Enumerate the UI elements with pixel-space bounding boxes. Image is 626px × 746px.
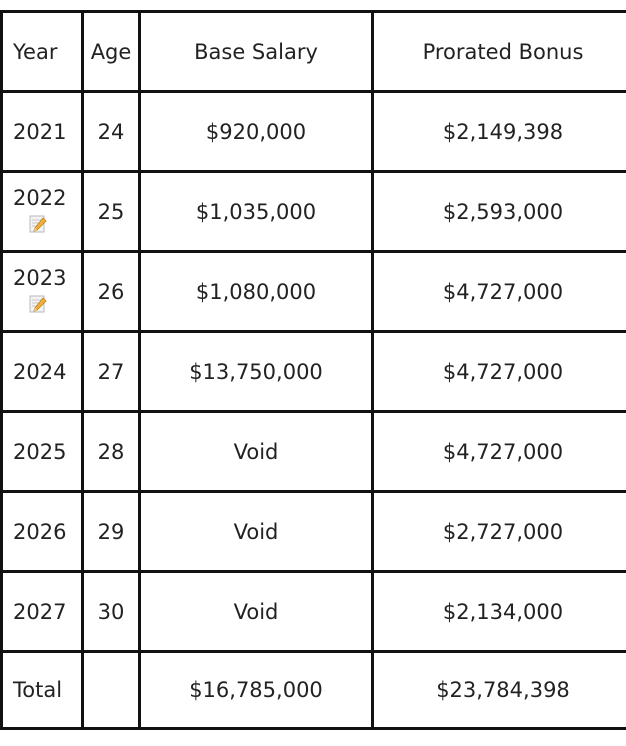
year-cell	[2, 332, 83, 412]
year-cell	[2, 572, 83, 652]
age-cell: 28	[83, 412, 140, 492]
age-cell: 26	[83, 252, 140, 332]
table-row	[2, 332, 626, 412]
table-row	[2, 92, 626, 172]
table-row	[2, 252, 626, 332]
prorated-bonus-cell: $2,727,000	[373, 492, 626, 572]
header-year: Year	[2, 12, 83, 92]
header-prorated-bonus: Prorated Bonus	[373, 12, 626, 92]
year-text: 2022	[13, 186, 67, 210]
year-text: 2027	[13, 599, 67, 624]
pencil-note-icon[interactable]	[29, 215, 47, 233]
year-cell	[2, 252, 83, 332]
total-row	[2, 652, 626, 729]
year-text: 2026	[13, 519, 67, 544]
year-cell	[2, 172, 83, 252]
table-row	[2, 492, 626, 572]
prorated-bonus-cell: $2,149,398	[373, 92, 626, 172]
total-prorated-bonus-cell: $23,784,398	[373, 652, 626, 729]
prorated-bonus-cell: $2,593,000	[373, 172, 626, 252]
table-row	[2, 172, 626, 252]
year-text: 2024	[13, 359, 67, 384]
table-row	[2, 412, 626, 492]
prorated-bonus-cell: $2,134,000	[373, 572, 626, 652]
year-text: 2025	[13, 439, 67, 464]
header-base-salary: Base Salary	[140, 12, 373, 92]
header-row	[2, 12, 626, 92]
year-cell	[2, 92, 83, 172]
year-cell	[2, 492, 83, 572]
year-cell	[2, 412, 83, 492]
base-salary-cell: Void	[140, 492, 373, 572]
prorated-bonus-cell: $4,727,000	[373, 332, 626, 412]
base-salary-cell: $920,000	[140, 92, 373, 172]
contract-table	[0, 10, 626, 730]
base-salary-cell: Void	[140, 412, 373, 492]
year-text: 2021	[13, 119, 67, 144]
age-cell: 24	[83, 92, 140, 172]
total-age-cell	[83, 652, 140, 729]
base-salary-cell: Void	[140, 572, 373, 652]
base-salary-cell: $1,080,000	[140, 252, 373, 332]
total-label-cell: Total	[2, 652, 83, 729]
year-text: 2023	[13, 266, 67, 290]
header-age: Age	[83, 12, 140, 92]
base-salary-cell: $1,035,000	[140, 172, 373, 252]
age-cell: 30	[83, 572, 140, 652]
age-cell: 27	[83, 332, 140, 412]
prorated-bonus-cell: $4,727,000	[373, 412, 626, 492]
age-cell: 29	[83, 492, 140, 572]
base-salary-cell: $13,750,000	[140, 332, 373, 412]
pencil-note-icon[interactable]	[29, 295, 47, 313]
prorated-bonus-cell: $4,727,000	[373, 252, 626, 332]
table-row	[2, 572, 626, 652]
total-base-salary-cell: $16,785,000	[140, 652, 373, 729]
age-cell: 25	[83, 172, 140, 252]
